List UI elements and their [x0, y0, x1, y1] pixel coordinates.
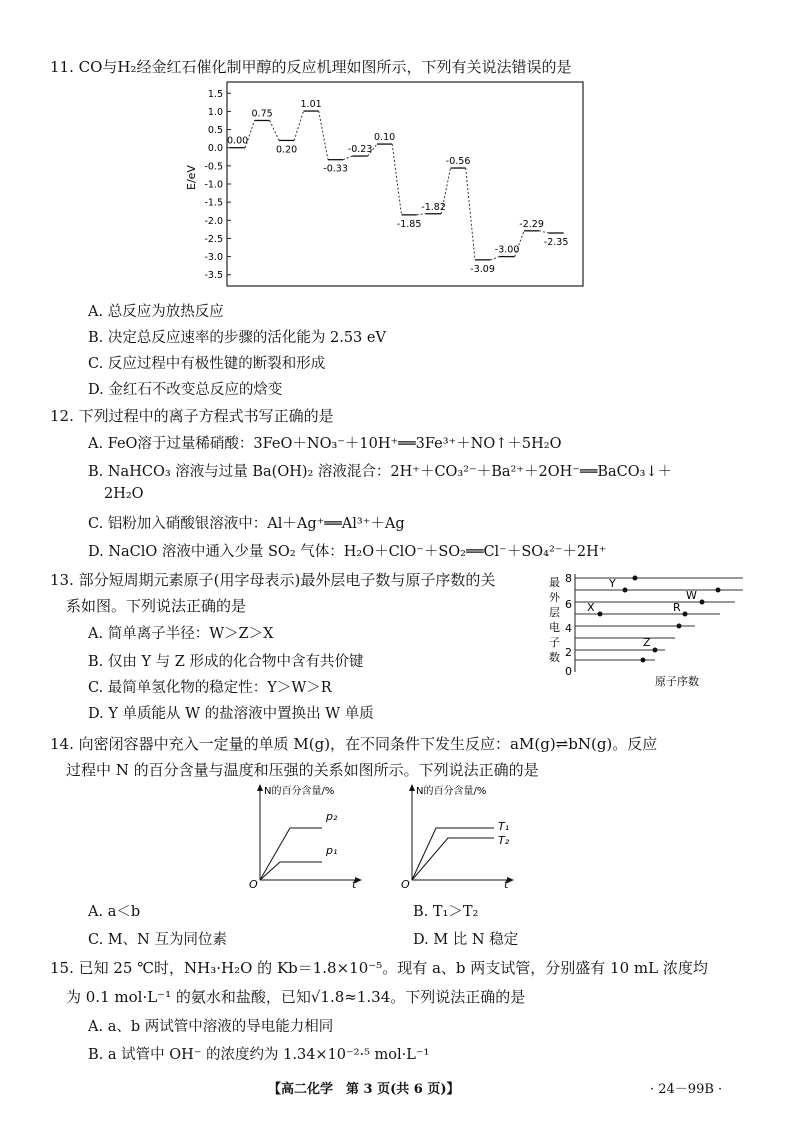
elem-dot	[683, 612, 688, 617]
q12-option-d[interactable]: D. NaClO 溶液中通入少量 SO₂ 气体：H₂O＋ClO⁻＋SO₂══Cl⁻＋SO₄²⁻＋2H⁺	[88, 544, 607, 560]
q13-stem-line1: 13. 部分短周期元素原子(用字母表示)最外层电子数与原子序数的关	[50, 571, 496, 589]
energy-level-label: -2.35	[543, 237, 569, 248]
elem-label-w: W	[686, 589, 697, 602]
energy-diagram	[180, 80, 590, 292]
tgraph-xlabel: t	[504, 878, 509, 890]
tgraph-label-t2: T₂	[498, 834, 510, 847]
energy-level-label: 0.20	[276, 144, 298, 156]
elem-dot	[598, 612, 603, 617]
q12-option-a[interactable]: A. FeO溶于过量稀硝酸：3FeO＋NO₃⁻＋10H⁺══3Fe³⁺＋NO↑＋5H₂O	[88, 436, 562, 452]
q13-option-c[interactable]: C. 最简单氢化物的稳定性：Y＞W＞R	[88, 680, 332, 696]
q14-stem-line2: 过程中 N 的百分含量与温度和压强的关系如图所示。下列说法正确的是	[66, 761, 539, 779]
elem-dot	[633, 576, 638, 581]
q11-stem: 11. CO与H₂经金红石催化制甲醇的反应机理如图所示，下列有关说法错误的是	[50, 58, 572, 76]
elem-ylabel-1: 最	[549, 576, 560, 589]
elem-dot	[677, 624, 682, 629]
elem-dot	[700, 600, 705, 605]
energy-level-label: 0.75	[251, 108, 273, 120]
energy-connector	[319, 111, 328, 160]
temperature-graph	[398, 780, 528, 890]
energy-level-label: 0.00	[227, 135, 249, 147]
q11-option-b[interactable]: B. 决定总反应速率的步骤的活化能为 2.53 eV	[88, 330, 386, 346]
elem-ytick-4: 4	[565, 622, 572, 635]
page-code: · 24－99B ·	[650, 1082, 723, 1097]
q14-stem-line1: 14. 向密闭容器中充入一定量的单质 M(g)，在不同条件下发生反应：aM(g)⇌bN(g)。反应	[50, 735, 658, 753]
energy-connector	[343, 156, 352, 160]
energy-ytick-label: 0.5	[207, 125, 223, 137]
elem-label-y: Y	[609, 577, 616, 590]
tgraph-curve-t1	[412, 828, 494, 880]
energy-frame	[227, 82, 583, 286]
elem-ylabel-3: 层	[549, 606, 560, 619]
q15-stem-line1: 15. 已知 25 ℃时，NH₃·H₂O 的 Kb＝1.8×10⁻⁵。现有 a、b 两支试管，分别盛有 10 mL 浓度均	[50, 959, 708, 977]
elem-ytick-2: 2	[565, 646, 572, 659]
q12-option-b-cont: 2H₂O	[104, 486, 144, 502]
q11-option-d[interactable]: D. 金红石不改变总反应的焓变	[88, 382, 283, 398]
energy-level-label: -3.09	[470, 263, 495, 275]
energy-connector	[539, 231, 548, 233]
elem-ytick-6: 6	[565, 598, 572, 611]
energy-level-label: -2.29	[519, 218, 544, 230]
elem-label-r: R	[673, 601, 681, 614]
energy-ytick-label: -0.5	[204, 161, 223, 173]
page-footer: 【高二化学 第 3 页(共 6 页)】	[268, 1082, 460, 1097]
energy-level-label: 1.01	[300, 99, 322, 111]
energy-ytick-label: 1.5	[207, 88, 223, 100]
energy-connector	[490, 257, 499, 260]
tgraph-ylabel: N的百分含量/%	[416, 786, 487, 797]
q13-stem-line2: 系如图。下列说法正确的是	[66, 597, 247, 615]
q14-option-b[interactable]: B. T₁＞T₂	[413, 904, 479, 920]
q12-stem: 12. 下列过程中的离子方程式书写正确的是	[50, 407, 334, 425]
energy-ytick-label: 0.0	[207, 143, 223, 155]
energy-connector	[294, 111, 303, 140]
elem-dot	[641, 658, 646, 663]
elem-ylabel-2: 外	[549, 591, 560, 604]
energy-connector	[270, 120, 279, 140]
energy-ytick-label: -2.0	[204, 215, 223, 227]
q12-option-b[interactable]: B. NaHCO₃ 溶液与过量 Ba(OH)₂ 溶液混合：2H⁺＋CO₃²⁻＋Ba²⁺＋2OH⁻══BaCO₃↓＋	[88, 464, 673, 480]
tgraph-curve-t2	[412, 838, 494, 880]
energy-level-label: 0.10	[374, 132, 396, 144]
elem-ytick-0: 0	[565, 665, 572, 678]
elem-label-x: X	[587, 601, 595, 614]
q13-option-d[interactable]: D. Y 单质能从 W 的盐溶液中置换出 W 单质	[88, 706, 374, 722]
energy-level-label: -0.23	[347, 144, 373, 156]
q14-option-c[interactable]: C. M、N 互为同位素	[88, 932, 227, 948]
q15-stem-line2: 为 0.1 mol·L⁻¹ 的氨水和盐酸，已知√1.8≈1.34。下列说法正确的是	[66, 988, 526, 1006]
energy-ytick-label: -3.5	[204, 270, 223, 282]
energy-levels	[227, 99, 568, 275]
energy-level-label: -0.56	[445, 156, 471, 168]
q11-option-c[interactable]: C. 反应过程中有极性键的断裂和形成	[88, 356, 326, 372]
energy-level-label: -1.85	[396, 218, 422, 230]
elem-ylabel-6: 数	[549, 651, 560, 664]
energy-ytick-label: -1.5	[204, 197, 223, 209]
pgraph-ylabel: N的百分含量/%	[264, 786, 335, 797]
element-diagram	[545, 566, 745, 692]
pgraph-label-p1: p₁	[326, 844, 338, 857]
energy-ytick-label: -2.5	[204, 233, 223, 245]
energy-ytick-label: -1.0	[204, 179, 223, 191]
energy-connector	[466, 168, 475, 260]
elem-ylabel-4: 电	[549, 621, 560, 634]
elem-label-z: Z	[643, 636, 651, 649]
energy-level-label: -0.33	[323, 163, 348, 175]
energy-connector	[417, 214, 426, 215]
elem-dot	[623, 588, 628, 593]
elem-dot	[653, 648, 658, 653]
pgraph-xlabel: t	[352, 878, 357, 890]
energy-ytick-label: 1.0	[207, 106, 223, 118]
q15-option-a[interactable]: A. a、b 两试管中溶液的导电能力相同	[88, 1019, 334, 1035]
q12-option-c[interactable]: C. 铝粉加入硝酸银溶液中：Al＋Ag⁺══Al³⁺＋Ag	[88, 516, 405, 532]
tgraph-origin: O	[401, 878, 410, 890]
energy-connector	[245, 120, 254, 147]
q11-option-a[interactable]: A. 总反应为放热反应	[88, 304, 224, 320]
elem-dot	[716, 588, 721, 593]
q14-option-a[interactable]: A. a＜b	[88, 904, 141, 920]
q13-option-a[interactable]: A. 简单离子半径：W＞Z＞X	[88, 626, 274, 642]
q13-option-b[interactable]: B. 仅由 Y 与 Z 形成的化合物中含有共价键	[88, 654, 364, 670]
energy-ytick-label: -3.0	[204, 252, 223, 264]
q15-option-b[interactable]: B. a 试管中 OH⁻ 的浓度约为 1.34×10⁻²·⁵ mol·L⁻¹	[88, 1047, 430, 1063]
energy-level-label: -1.82	[421, 201, 446, 213]
energy-level-label: -3.00	[494, 244, 520, 256]
energy-connector	[392, 144, 401, 215]
elem-ylabel-5: 子	[549, 636, 560, 649]
pgraph-origin: O	[249, 878, 258, 890]
elem-xlabel: 原子序数	[655, 675, 699, 688]
tgraph-label-t1: T₁	[498, 820, 510, 833]
elem-ytick-8: 8	[565, 572, 572, 585]
q14-option-d[interactable]: D. M 比 N 稳定	[413, 932, 519, 948]
energy-ylabel: E/eV	[185, 165, 198, 190]
pgraph-label-p2: p₂	[326, 810, 338, 823]
pressure-graph	[240, 780, 370, 890]
